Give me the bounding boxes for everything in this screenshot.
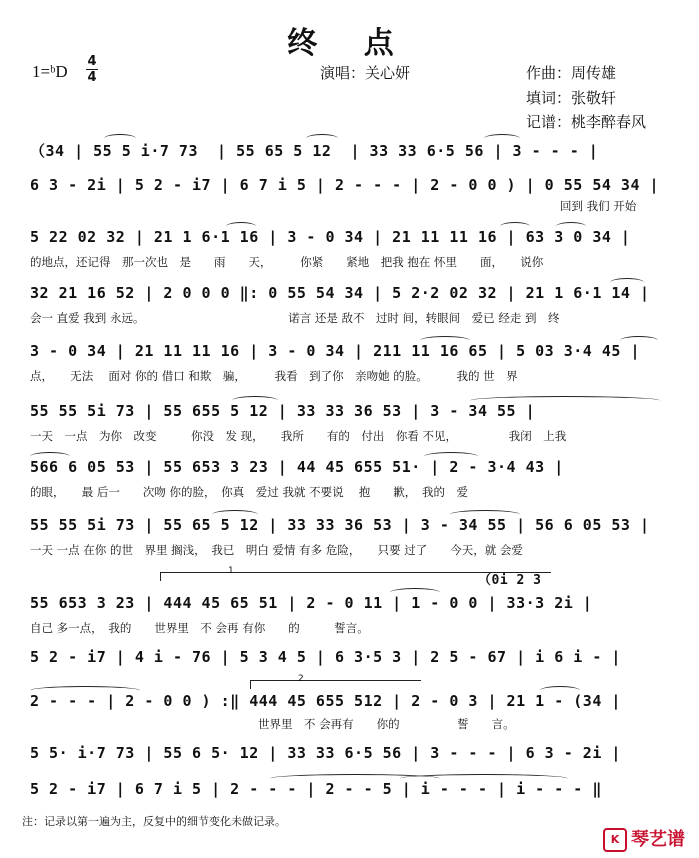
lyric-line-3: 会一 直爱 我到 永远。 诺言 还是 敌不 过时 间，转眼间 爱已 经走 到 终 <box>30 311 560 325</box>
lyric-line-5: 一天 一点 为你 改变 你没 发 现， 我所 有的 付出 你看 不见， 我闭 上我 <box>30 429 567 443</box>
time-signature <box>86 55 98 84</box>
slur-arc <box>484 134 520 143</box>
notation-row-5: 3 - 0 34 | 21 11 11 16 | 3 - 0 34 | 211 11 16 65 | 5 03 3·4 45 | <box>30 342 640 360</box>
volta-bracket-2 <box>250 680 421 689</box>
slur-arc <box>540 686 580 695</box>
notation-row-12: 5 5· i·7 73 | 55 6 5· 12 | 33 33 6·5 56 | 3 - - - | 6 3 - 2i | <box>30 744 621 762</box>
notation-row-4: 32 21 16 52 | 2 0 0 0 ‖: 0 55 54 34 | 5 2·2 02 32 | 21 1 6·1 14 | <box>30 284 650 302</box>
slur-arc <box>104 134 136 143</box>
notation-row-3: 5 22 02 32 | 21 1 6·1 16 | 3 - 0 34 | 21 11 11 16 | 63 3 0 34 | <box>30 228 631 246</box>
notation-row-9: 55 653 3 23 | 444 45 65 51 | 2 - 0 11 | 1 - 0 0 | 33·3 2i | <box>30 594 593 612</box>
slur-arc <box>30 452 70 461</box>
volta-number-1: 1 <box>228 566 234 576</box>
qinyipu-logo-icon: K <box>603 828 627 852</box>
notation-row-8: 55 55 5i 73 | 55 65 5 12 | 33 33 36 53 | 3 - 34 55 | 56 6 05 53 | <box>30 516 650 534</box>
song-title: 终 点 <box>287 26 412 61</box>
slur-arc <box>500 222 530 231</box>
singer-credit: 演唱：关心妍 <box>320 64 411 82</box>
notation-row-7: 566 6 05 53 | 55 653 3 23 | 44 45 655 51· | 2 - 3·4 43 | <box>30 458 564 476</box>
lyricist-credit: 填词：张敬轩 <box>526 89 617 107</box>
lyric-line-8: 自己 多一点， 我的 世界里 不 会再 有你 的 誓言。 <box>30 621 369 635</box>
notation-row-11: 2 - - - | 2 - 0 0 ) :‖ 444 45 655 512 | 2 - 0 3 | 21 1 - (34 | <box>30 692 621 710</box>
slur-arc <box>420 336 470 345</box>
watermark-text: 琴艺谱 <box>631 829 685 850</box>
slur-arc <box>556 222 586 231</box>
slur-arc <box>30 686 140 695</box>
slur-arc <box>306 134 338 143</box>
key-signature: 1=ᵇD <box>32 62 68 81</box>
lyric-line-4: 点， 无法 面对 你的 借口 和欺 骗， 我看 到了你 亲吻她 的脸。 我的 世 界 <box>30 369 518 383</box>
pickup-notation: （0i 2 3 <box>478 573 542 588</box>
slur-arc <box>212 510 258 519</box>
volta-number-2: 2 <box>298 674 304 684</box>
lyric-line-6: 的眼， 最 后一 次吻 你的脸， 你真 爱过 我就 不要说 抱 歉， 我的 爱 <box>30 485 469 499</box>
slur-arc <box>610 278 644 287</box>
slur-arc <box>232 396 278 405</box>
notation-row-13: 5 2 - i7 | 6 7 i 5 | 2 - - - | 2 - - 5 | i - - - | i - - - ‖ <box>30 780 602 798</box>
slur-arc <box>620 336 658 345</box>
slur-arc <box>390 588 440 597</box>
lyric-line-9: 世界里 不 会再有 你的 誓 言。 <box>258 717 515 731</box>
slur-arc <box>424 452 478 461</box>
slur-arc <box>400 774 568 783</box>
slur-arc <box>470 396 660 405</box>
transcriber-credit: 记谱：桃李醉春风 <box>526 113 647 131</box>
lyric-line-7: 一天 一点 在你 的世 界里 搁浅， 我已 明白 爱情 有多 危险， 只要 过了 今天，就 会爱 <box>30 543 523 557</box>
time-numerator: 4 <box>87 54 97 69</box>
slur-arc <box>450 510 520 519</box>
notation-row-10: 5 2 - i7 | 4 i - 76 | 5 3 4 5 | 6 3·5 3 | 2 5 - 67 | i 6 i - | <box>30 648 621 666</box>
lyric-line-2: 的地点，还记得 那一次也 是 雨 天， 你紧 紧地 把我 抱在 怀里 面， 说你 <box>30 255 544 269</box>
lyric-line-1: 回到 我们 开始 <box>560 199 637 213</box>
slur-arc <box>226 222 256 231</box>
watermark-logo <box>603 825 685 852</box>
time-denominator: 4 <box>87 70 97 85</box>
footnote: 注：记录以第一遍为主，反复中的细节变化未做记录。 <box>22 815 286 828</box>
notation-row-1: （34 | 55 5 i·7 73 | 55 65 5 12 | 33 33 6·5 56 | 3 - - - | <box>30 142 599 160</box>
composer-credit: 作曲：周传雄 <box>526 64 617 82</box>
notation-row-6: 55 55 5i 73 | 55 655 5 12 | 33 33 36 53 | 3 - 34 55 | <box>30 402 536 420</box>
notation-row-2: 6 3 - 2i | 5 2 - i7 | 6 7 i 5 | 2 - - - | 2 - 0 0 ) | 0 55 54 34 | <box>30 176 660 194</box>
